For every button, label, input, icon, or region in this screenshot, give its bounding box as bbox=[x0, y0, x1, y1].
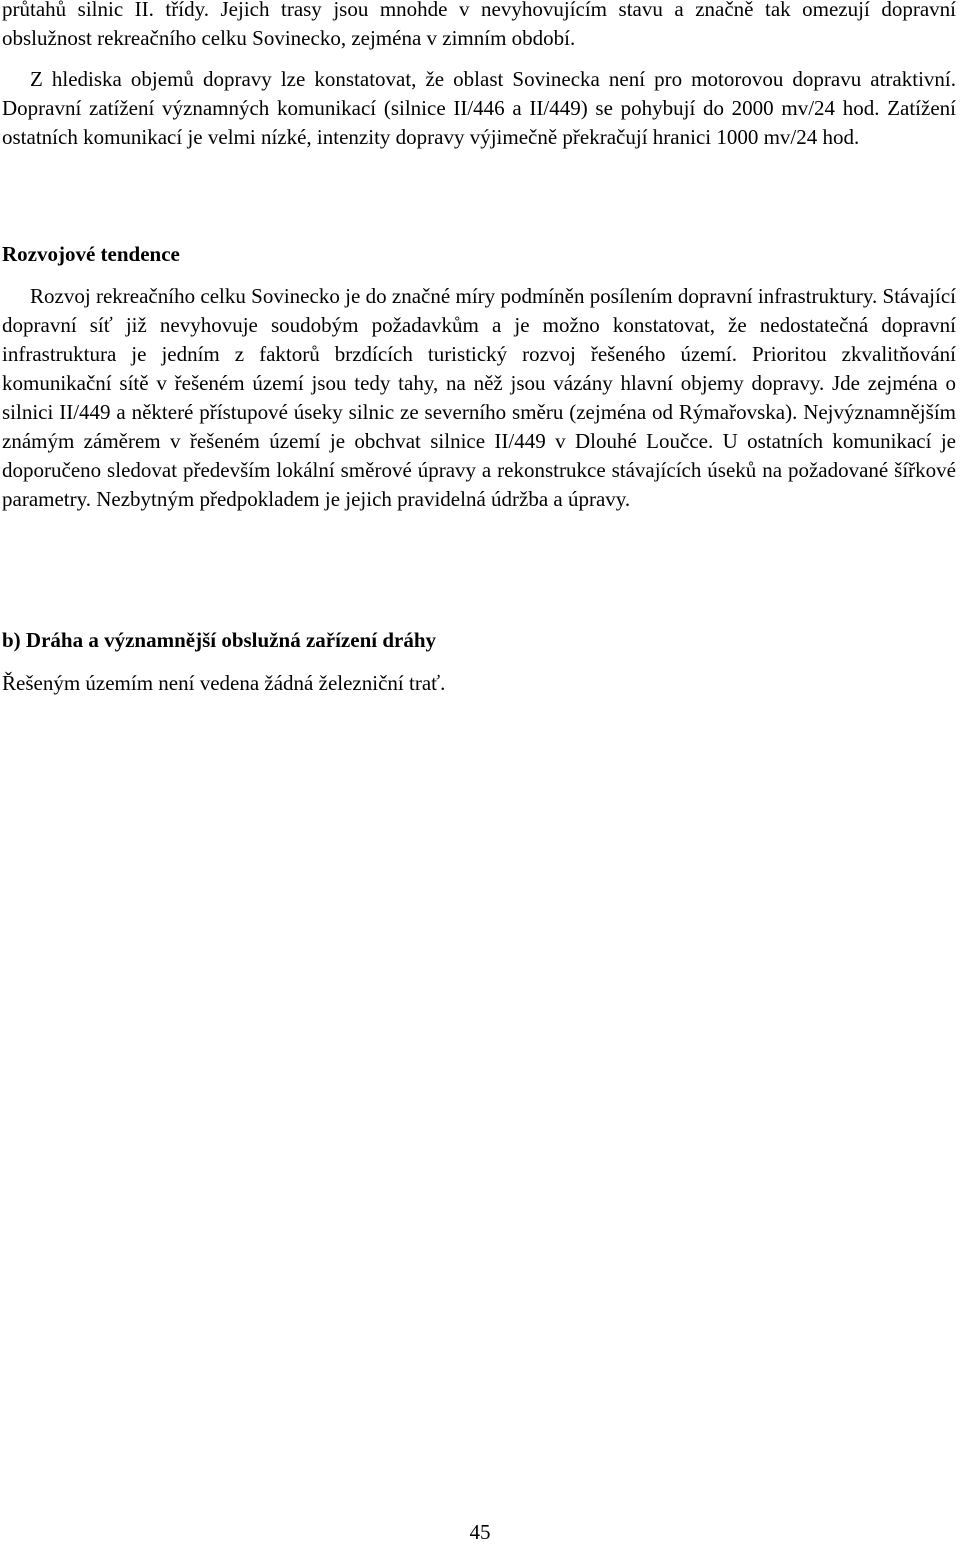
section-heading-railway: b) Dráha a významnější obslužná zařízení dráhy bbox=[2, 628, 437, 652]
paragraph-railway: Řešeným územím není vedena žádná železniční trať. bbox=[2, 671, 446, 695]
page-number: 45 bbox=[469, 1520, 491, 1544]
section-heading-development-trends: Rozvojové tendence bbox=[2, 242, 180, 266]
paragraph-development: Rozvoj rekreačního celku Sovinecko je do značné míry podmíněn posílením dopravní infrastruktury. Stávající dopravní síť již nevyhovuje soudobým požadavkům a je možno konstatovat, že nedostatečná dopravní infrastruktura je jedním z faktorů brzdících turistický rozvoj řešeného území. Prioritou zkvalitňování komunikační sítě v řešeném území jsou tedy tahy, na něž jsou vázány hlavní objemy dopravy. Jde zejména o silnici II/449 a některé přístupové úseky silnic ze severního směru (zejména od Rýmařovska). Nejvýznamnějším známým záměrem v řešeném území je obchvat silnice II/449 v Dlouhé Loučce. U ostatních komunikací je doporučeno sledovat především lokální směrové úpravy a rekonstrukce stávajících úseků na požadované šířkové parametry. Nezbytným předpokladem je jejich pravidelná údržba a úpravy. bbox=[2, 284, 956, 511]
paragraph-traffic-volumes: Z hlediska objemů dopravy lze konstatovat, že oblast Sovinecka není pro motorovou dopravu atraktivní. Dopravní zatížení významných komunikací (silnice II/446 a II/449) se pohybují do 2000 mv/24 hod. Zatížení ostatních komunikací je velmi nízké, intenzity dopravy výjimečně překračují hranici 1000 mv/24 hod. bbox=[2, 67, 956, 149]
paragraph-road-condition: průtahů silnic II. třídy. Jejich trasy jsou mnohde v nevyhovujícím stavu a značně tak omezují dopravní obslužnost rekreačního celku Sovinecko, zejména v zimním období. bbox=[2, 0, 956, 50]
